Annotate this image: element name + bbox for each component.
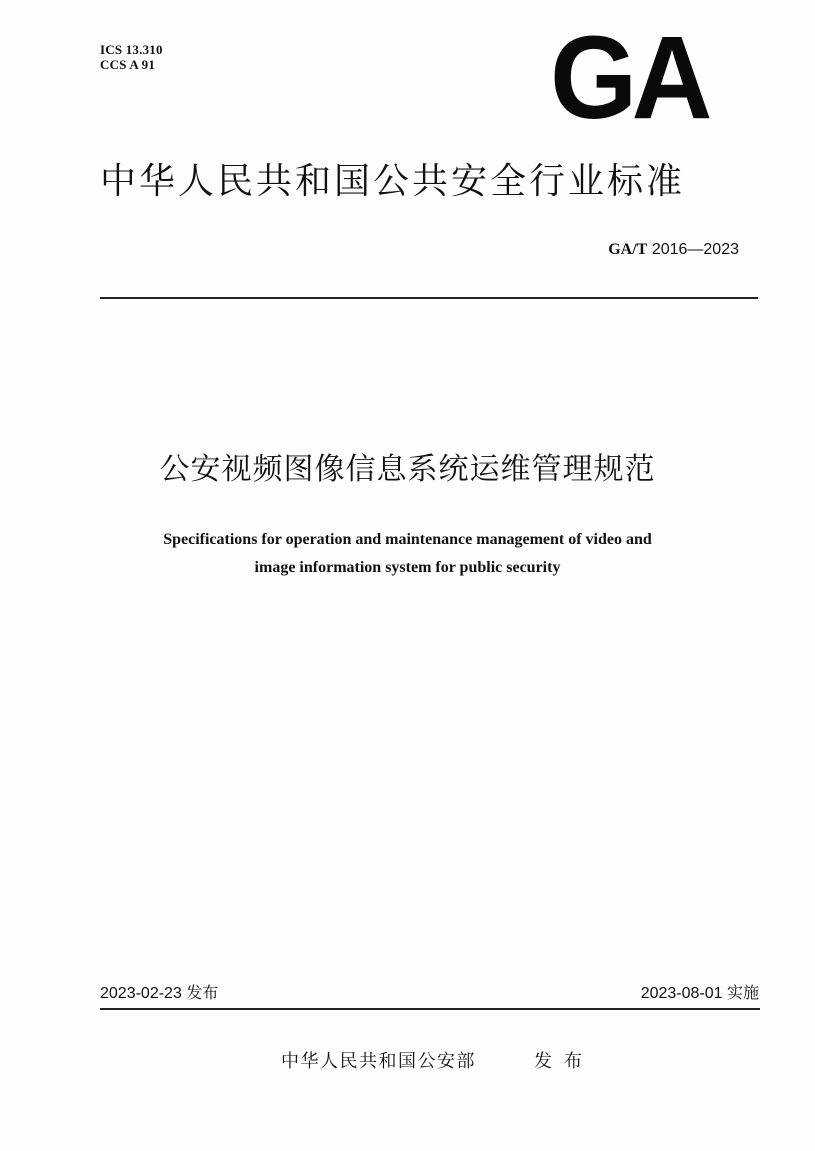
issuing-authority: 中华人民共和国公安部: [281, 1051, 476, 1072]
implementation-date: 2023-08-01 实施: [640, 985, 759, 1002]
ics-code: ICS 13.310: [100, 42, 163, 57]
bottom-divider: [100, 1008, 760, 1010]
ga-logo-text: GA: [550, 12, 707, 144]
standard-number-prefix: GA/T: [608, 241, 648, 258]
english-title-line1: Specifications for operation and maintenance management of video and: [163, 531, 652, 548]
standard-category-title: 中华人民共和国公共安全行业标准: [100, 161, 686, 202]
standard-number: [608, 240, 739, 260]
chinese-title: 公安视频图像信息系统运维管理规范: [159, 452, 656, 487]
english-title: [0, 526, 815, 582]
ccs-code: CCS A 91: [100, 57, 156, 72]
standard-number-value: 2016—2023: [651, 241, 739, 258]
top-divider: [100, 297, 758, 299]
classification-codes: [100, 42, 163, 72]
english-title-line2: image information system for public security: [254, 559, 561, 576]
release-date: 2023-02-23 发布: [100, 985, 219, 1002]
ga-logo: [550, 12, 707, 144]
issue-label: 发布: [534, 1051, 594, 1072]
